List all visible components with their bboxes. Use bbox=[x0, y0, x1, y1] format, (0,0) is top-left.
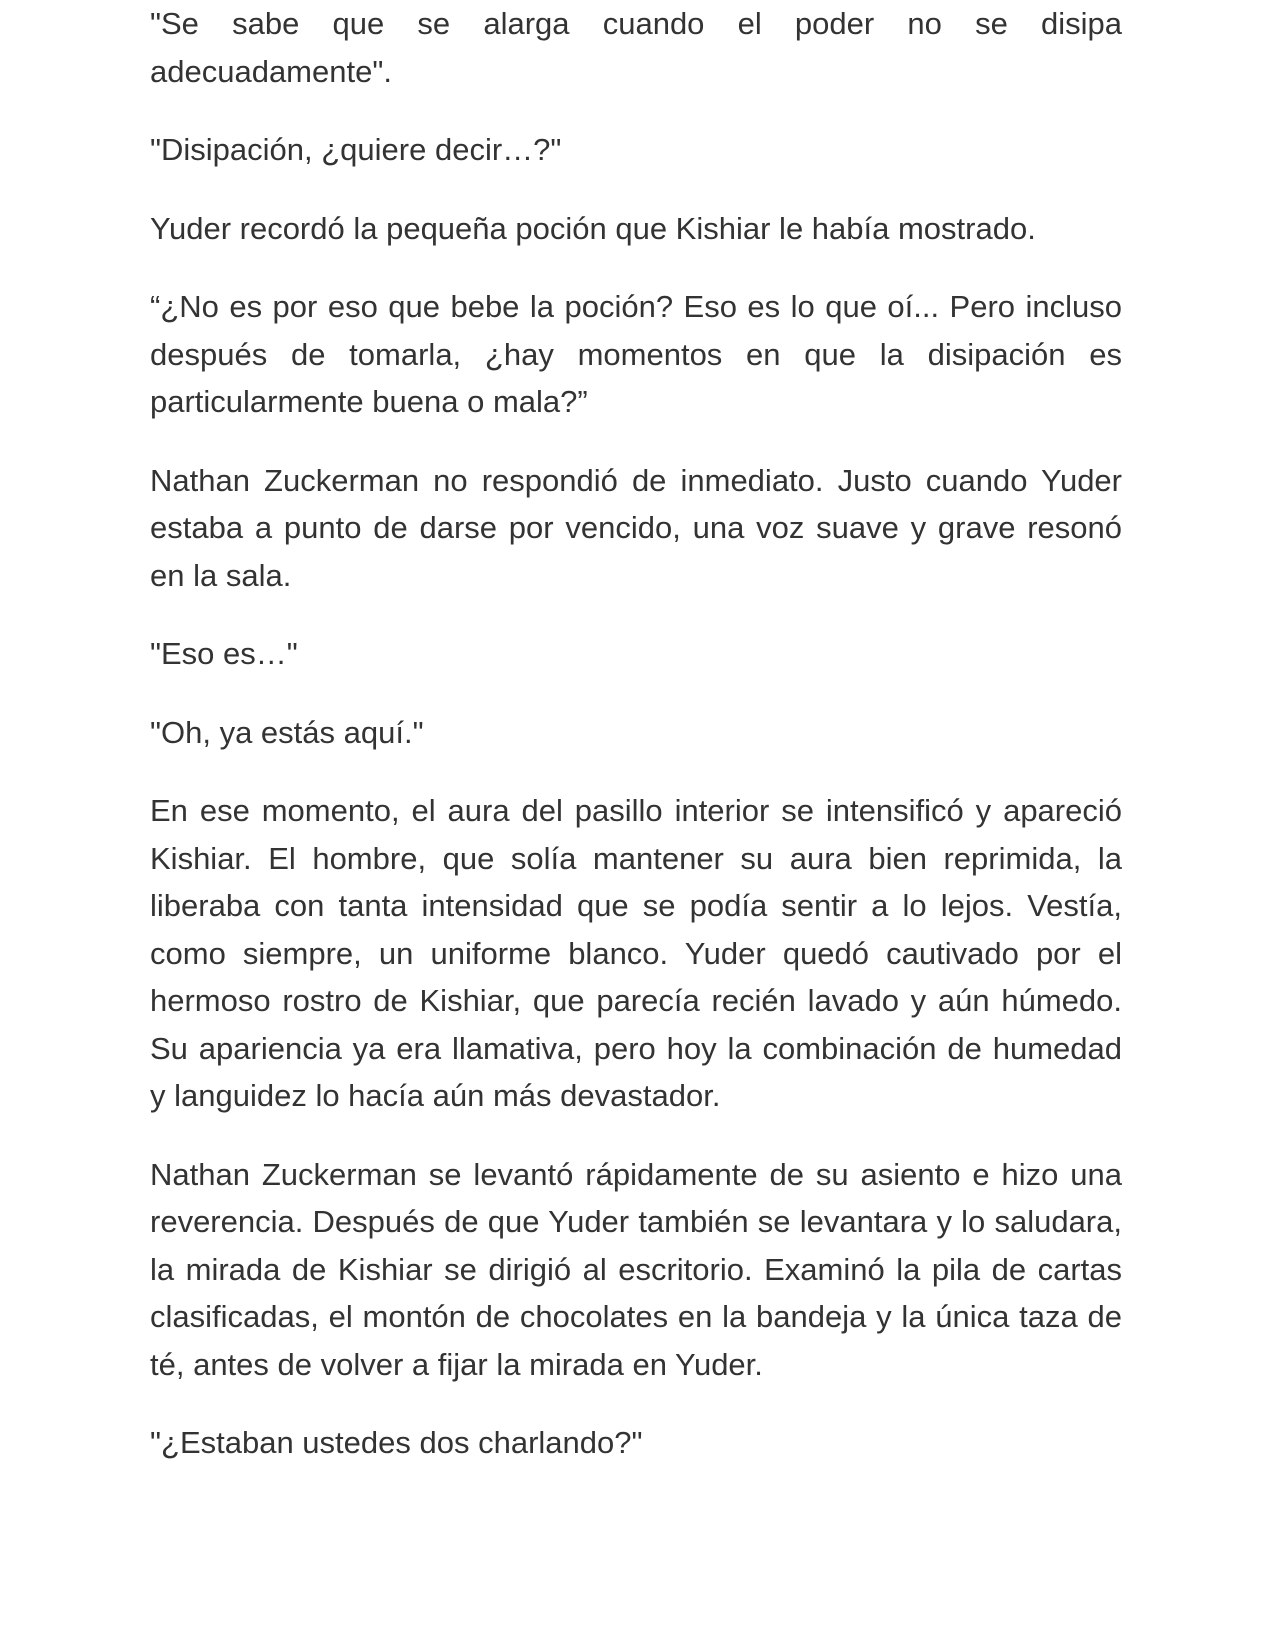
paragraph: Yuder recordó la pequeña poción que Kishiar le había mostrado. bbox=[150, 210, 1036, 246]
paragraph: "Disipación, ¿quiere decir…?" bbox=[150, 132, 562, 167]
document-page bbox=[150, 0, 1122, 1498]
paragraph: "Se sabe que se alarga cuando el poder no se disipa adecuadamente". bbox=[150, 6, 1122, 89]
paragraph: "Oh, ya estás aquí." bbox=[150, 714, 424, 750]
paragraph: "¿Estaban ustedes dos charlando?" bbox=[150, 1425, 643, 1460]
paragraph: En ese momento, el aura del pasillo interior se intensificó y apareció Kishiar. El hombre, que solía mantener su aura bien reprimida, la liberaba con tanta intensidad que se podía sentir a lo lejos. Vestía, como siempre, un uniforme blanco. Yuder quedó cautivado por el hermoso rostro de Kishiar, que parecía recién lavado y aún húmedo. Su apariencia ya era llamativa, pero hoy la combinación de humedad y languidez lo hacía aún más devastador. bbox=[150, 793, 1122, 1113]
paragraph: "Eso es…" bbox=[150, 636, 298, 671]
paragraph: “¿No es por eso que bebe la poción? Eso es lo que oí... Pero incluso después de tomarla, ¿hay momentos en que la disipación es particularmente buena o mala?” bbox=[150, 289, 1122, 419]
paragraph: Nathan Zuckerman se levantó rápidamente de su asiento e hizo una reverencia. Después de que Yuder también se levantara y lo saludara, la mirada de Kishiar se dirigió al escritorio. Examinó la pila de cartas clasificadas, el montón de chocolates en la bandeja y la única taza de té, antes de volver a fijar la mirada en Yuder. bbox=[150, 1156, 1122, 1382]
paragraph: Nathan Zuckerman no respondió de inmediato. Justo cuando Yuder estaba a punto de darse por vencido, una voz suave y grave resonó en la sala. bbox=[150, 462, 1122, 593]
